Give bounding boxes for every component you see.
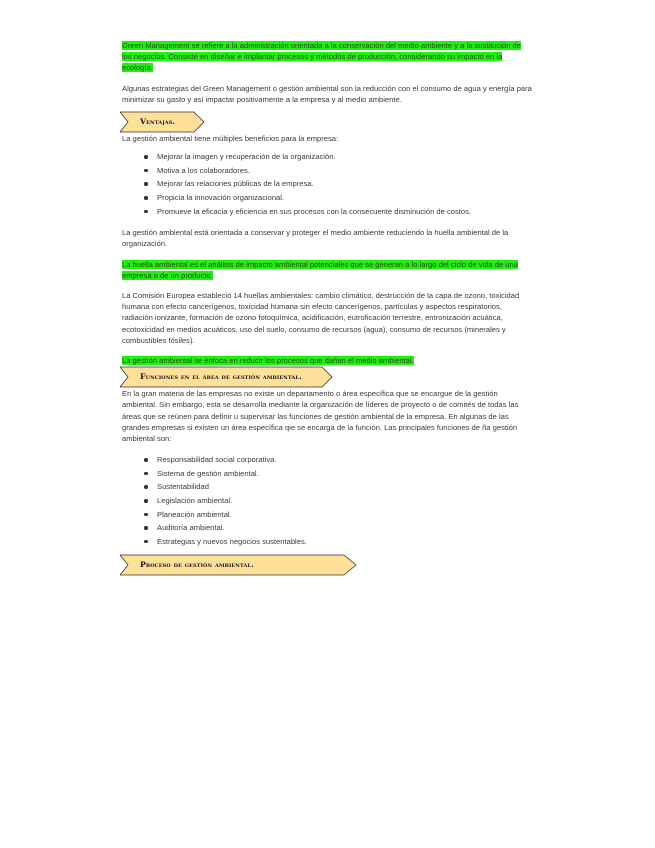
list-item: Mejorar la imagen y recuperación de la organización. bbox=[144, 150, 532, 164]
banner-proceso-label: Proceso de gestión ambiental. bbox=[140, 560, 254, 570]
list-item: Legislación ambiental. bbox=[144, 494, 532, 508]
benefits-list bbox=[122, 150, 532, 218]
footprint-paragraph: La gestión ambiental está orientada a conservar y proteger el medio ambiente reduciendo la huella ambiental de la organización. bbox=[122, 228, 509, 249]
intro-highlight: Green Management se refiere a la administración orientada a la conservación del medio ambiente y a la sustitución de los negocios. Consiste en diseñar e implantar procesos y métodos de producción, considerando su impacto en la ecología. bbox=[122, 41, 521, 73]
functions-list bbox=[122, 453, 532, 548]
intro-paragraph: Algunas estrategias del Green Management o gestión ambiental son la reducción con el consumo de agua y energía para minimizar su gasto y así impactar positivamente a la empresa y al medio ambiente. bbox=[122, 83, 532, 104]
list-item: Estrategias y nuevos negocios sustentables. bbox=[144, 535, 532, 549]
banner-ventajas-label: Ventajas. bbox=[140, 117, 176, 127]
list-item: Propicia la innovación organizacional. bbox=[144, 191, 532, 205]
section-banner-funciones bbox=[120, 366, 532, 388]
list-item: Motiva a los colaboradores. bbox=[144, 164, 532, 178]
ec-paragraph: La Comisión Europea estableció 14 huellas ambientales: cambio climático, destrucción de la capa de ozono, toxicidad humana con efecto cancerígenos, toxicidad humana sin efecto cancerígenos, partículas y aspectos respiratorios, radiación ionizante, formación de ozono fotoquímica, acidificación, eutroficación terrestre, entronización acuática, ecotoxicidad en medios acuáticos, uso del suelo, consumo de recursos (agua), consumo de recursos (minerales y combustibles fósiles). bbox=[122, 291, 520, 345]
benefits-intro: La gestión ambiental tiene múltiples beneficios para la empresa: bbox=[122, 134, 339, 144]
list-item: Planeación ambiental. bbox=[144, 508, 532, 522]
banner-funciones-label: Funciones en el área de gestión ambiental. bbox=[140, 372, 302, 382]
functions-paragraph: En la gran materia de las empresas no existe un departamento o área específica que se encargue de la gestión ambiental. Sin embargo, esta se desarrolla mediante la organización de líderes de proyecto o de comités de todas las áreas que se reúnen para definir u supervisar las funciones de gestión ambiental de la empresa. En algunas de las grandes empresas si existen un área específica qie se encarga de la función. Las principales funciones de ña gestión ambiental son: bbox=[122, 389, 519, 444]
list-item: Auditoría ambiental. bbox=[144, 521, 532, 535]
document-page bbox=[122, 40, 532, 576]
focus-highlight: La gestión ambiental se enfoca en reducir los procesos que dañan el medio ambiental. bbox=[122, 356, 414, 366]
list-item: Mejorar las relaciones públicas de la empresa. bbox=[144, 177, 532, 191]
list-item: Responsabilidad social corporativa. bbox=[144, 453, 532, 467]
list-item: Sistema de gestión ambiental. bbox=[144, 467, 532, 481]
section-banner-ventajas bbox=[120, 111, 532, 133]
list-item: Promueve la eficacia y eficiencia en sus procesos con la consecuente disminución de costos. bbox=[144, 205, 532, 219]
section-banner-proceso bbox=[120, 554, 532, 576]
footprint-highlight: La huella ambiental es el análisis de impacto ambiental potenciales que se generan a lo largo del ciclo de vida de una empresa o de un producto. bbox=[122, 259, 518, 280]
list-item: Sustentabilidad bbox=[144, 480, 532, 494]
